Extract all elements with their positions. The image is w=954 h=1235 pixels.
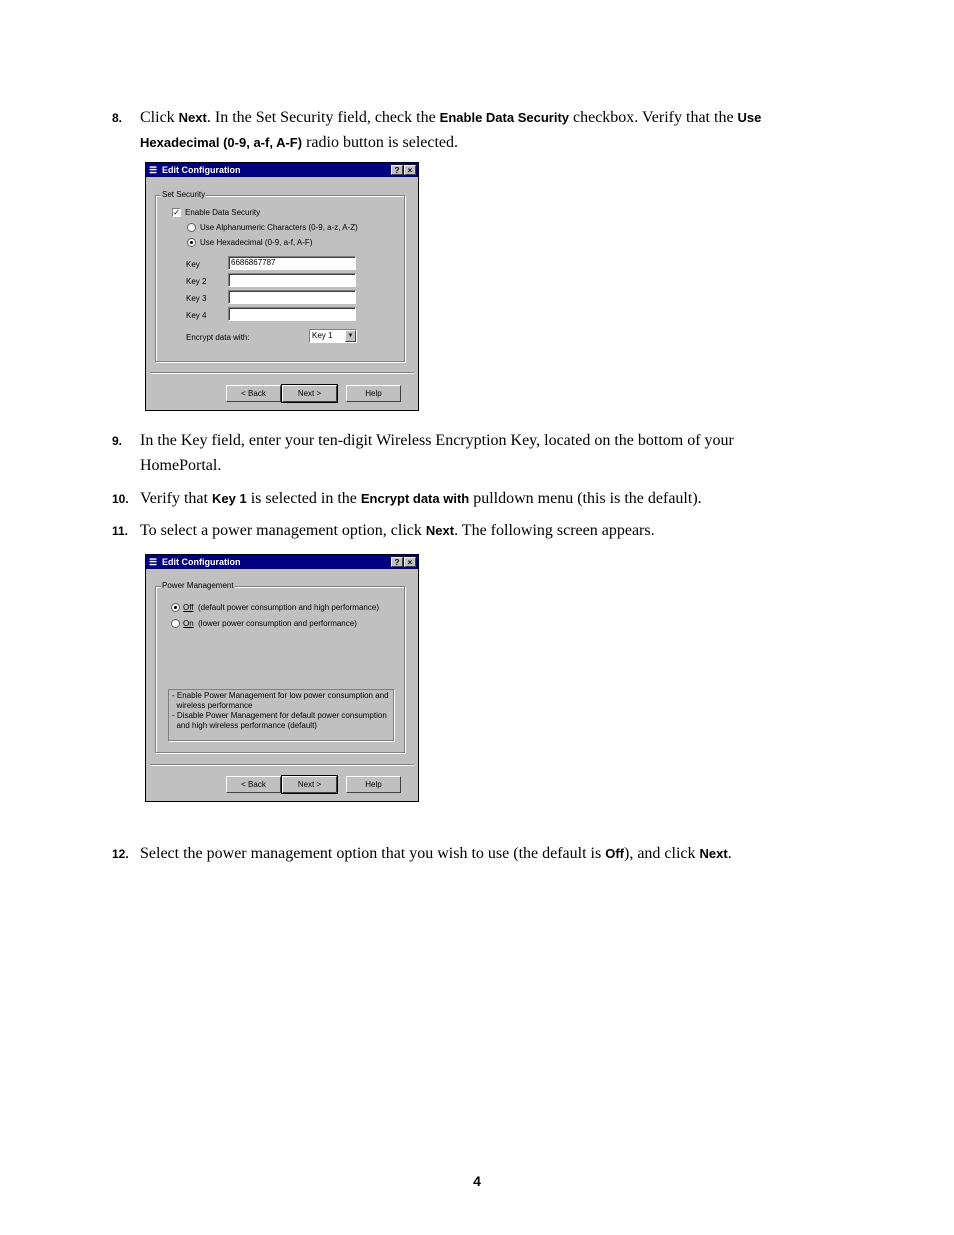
encrypt-data-with-select[interactable] [309,329,357,343]
step-number: 10. [112,492,129,506]
alphanumeric-label: Use Alphanumeric Characters (0-9, a-z, A-Z) [200,223,358,232]
key-3-label: Key 3 [186,294,207,303]
power-off-label: Off (default power consumption and high performance) [183,603,379,612]
group-legend: Power Management [162,581,234,590]
key-2-input[interactable] [228,273,356,287]
help-title-button[interactable]: ? [391,557,403,567]
help-title-button[interactable]: ? [391,165,403,175]
step-9 [112,428,812,478]
close-icon[interactable]: × [404,557,416,567]
hexadecimal-label: Use Hexadecimal (0-9, a-f, A-F) [200,238,313,247]
close-icon[interactable]: × [404,165,416,175]
chevron-down-icon[interactable]: ▼ [345,330,356,342]
power-info-box: - Enable Power Management for low power consumption and wireless performance - Disable Power Management for default power consumption and high wireless performance (default) [168,689,394,741]
encrypt-data-with-label: Encrypt data with: [186,333,250,342]
step-text: To select a power management option, click Next. The following screen appears. [140,522,655,539]
help-button[interactable]: Help [346,776,401,793]
power-on-radio[interactable] [171,619,180,628]
next-button[interactable]: Next > [282,385,337,402]
group-legend: Set Security [162,190,206,199]
dialog-title: Edit Configuration [162,557,241,567]
key-1-input[interactable]: 6686867787 [228,256,356,270]
alphanumeric-radio[interactable] [187,223,196,232]
divider [150,764,414,766]
next-button[interactable]: Next > [282,776,337,793]
wireless-icon: ☰ [149,165,158,175]
step-number: 8. [112,111,123,125]
step-11 [112,518,812,543]
power-on-label: On (lower power consumption and performance) [183,619,357,628]
title-bar [146,163,418,177]
back-button[interactable]: < Back [226,776,281,793]
key-4-input[interactable] [228,307,356,321]
key-3-input[interactable] [228,290,356,304]
key-4-label: Key 4 [186,311,207,320]
power-off-radio[interactable] [171,603,180,612]
key-1-label: Key [186,260,200,269]
step-text: In the Key field, enter your ten-digit Wireless Encryption Key, located on the bottom of your HomePortal. [140,432,734,474]
enable-data-security-checkbox[interactable]: ✓ [173,208,180,217]
step-text: Verify that Key 1 is selected in the Encrypt data with pulldown menu (this is the default). [140,490,702,507]
hexadecimal-radio[interactable] [187,238,196,247]
title-bar [146,555,418,569]
step-10 [112,486,812,511]
encrypt-selected-value: Key 1 [312,331,333,340]
step-number: 9. [112,434,123,448]
help-button[interactable]: Help [346,385,401,402]
step-8 [112,105,812,155]
page-number: 4 [473,1173,481,1189]
key-2-label: Key 2 [186,277,207,286]
divider [150,372,414,374]
wireless-icon: ☰ [149,557,158,567]
enable-data-security-label: Enable Data Security [185,208,261,217]
edit-configuration-dialog-security [145,162,419,411]
edit-configuration-dialog-power [145,554,419,802]
step-12 [112,841,812,866]
step-text: Select the power management option that you wish to use (the default is Off), and click Next. [140,845,732,862]
step-text: Click Next. In the Set Security field, check the Enable Data Security checkbox. Verify that the Use Hexadecimal (0-9, a-f, A-F) radio button is selected. [140,109,762,151]
step-number: 11. [112,524,129,538]
step-number: 12. [112,847,129,861]
back-button[interactable]: < Back [226,385,281,402]
dialog-title: Edit Configuration [162,165,241,175]
